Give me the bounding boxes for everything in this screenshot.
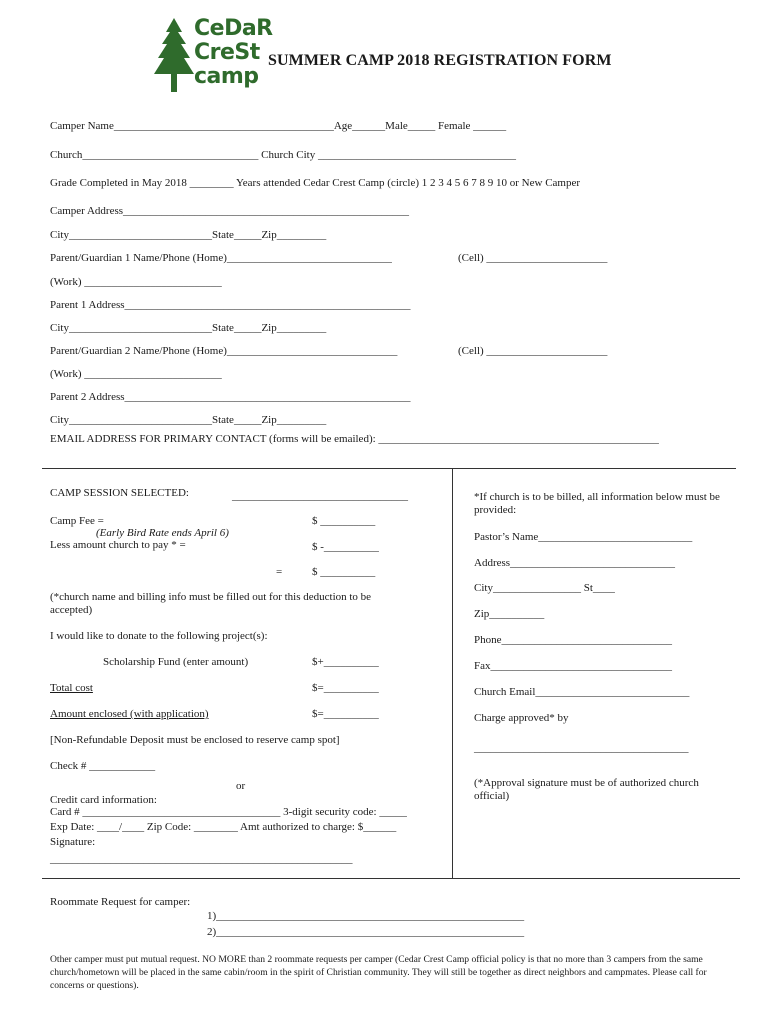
logo-word-cedar: CeDaR [194,16,273,41]
parent1-work-line[interactable]: (Work) _________________________ [50,276,222,288]
total-cost-label: Total cost [50,682,93,694]
pine-tree-icon [152,18,196,96]
church-phone-input[interactable]: Phone_______________________________ [474,634,672,646]
camp-fee-input[interactable]: $ __________ [312,515,376,527]
column-divider [452,468,453,878]
grade-line[interactable]: Grade Completed in May 2018 ________ Years attended Cedar Crest Camp (circle) 1 2 3 4 5 6 7 8 9 10 or New Camper [50,177,581,189]
page-title: SUMMER CAMP 2018 REGISTRATION FORM [268,52,612,69]
parent2-work-line[interactable]: (Work) _________________________ [50,368,222,380]
card-number-line[interactable]: Card # ____________________________________ 3-digit security code: _____ [50,806,407,818]
parent2-city-line[interactable]: City__________________________State_____Zip_________ [50,414,327,426]
less-church-input[interactable]: $ -__________ [312,541,379,553]
logo-word-crest: CreSt [194,40,260,65]
approval-note: (*Approval signature must be of authorized church official) [474,777,699,802]
church-city-input[interactable]: City________________ St____ [474,582,615,594]
check-number-input[interactable]: Check # ____________ [50,760,156,772]
or-label: or [236,780,246,792]
pastor-name-input[interactable]: Pastor’s Name____________________________ [474,531,693,543]
scholarship-label: Scholarship Fund (enter amount) [103,656,249,668]
parent1-phone-line[interactable]: Parent/Guardian 1 Name/Phone (Home)______________________________ [50,252,392,264]
church-line[interactable]: Church________________________________ Church City ____________________________________ [50,149,516,161]
logo-word-camp: camp [194,64,259,89]
less-church-label: Less amount church to pay * = [50,539,186,551]
email-line[interactable]: EMAIL ADDRESS FOR PRIMARY CONTACT (forms will be emailed): ___________________________________________________ [50,433,659,445]
early-bird-note: (Early Bird Rate ends April 6) [96,527,229,539]
credit-card-label: Credit card information: [50,794,157,806]
church-zip-input[interactable]: Zip__________ [474,608,545,620]
parent1-city-line[interactable]: City__________________________State_____Zip_________ [50,322,327,334]
approval-signature-input[interactable]: _______________________________________ [474,742,689,754]
roommate-label: Roommate Request for camper: [50,896,191,908]
donate-label: I would like to donate to the following project(s): [50,630,268,642]
roommate-policy-note: Other camper must put mutual request. NO MORE than 2 roommate requests per camper (Cedar Crest Camp official policy is that no more than 3 campers from the same church/hometown will be placed in the same cabin/room in the spirit of Christian community. They will still be together as direct neighbors and campmates. Please call for concerns or questions). [50,954,707,991]
roommate-input-2[interactable]: 2)________________________________________________________ [207,926,525,938]
section-divider-top [42,468,736,469]
parent2-cell-line[interactable]: (Cell) ______________________ [458,345,608,357]
session-label: CAMP SESSION SELECTED: [50,487,189,499]
amount-enclosed-label: Amount enclosed (with application) [50,708,209,720]
parent1-address-line[interactable]: Parent 1 Address____________________________________________________ [50,299,411,311]
parent1-cell-line[interactable]: (Cell) ______________________ [458,252,608,264]
church-email-input[interactable]: Church Email____________________________ [474,686,690,698]
session-input[interactable]: ________________________________ [232,490,408,502]
camper-name-line[interactable]: Camper Name________________________________________Age______Male_____ Female ______ [50,120,507,132]
scholarship-input[interactable]: $+__________ [312,656,379,668]
parent2-address-line[interactable]: Parent 2 Address____________________________________________________ [50,391,411,403]
signature-label: Signature: [50,836,96,848]
parent2-phone-line[interactable]: Parent/Guardian 2 Name/Phone (Home)_______________________________ [50,345,398,357]
charge-approved-label: Charge approved* by [474,712,569,724]
section-divider-bottom [42,878,740,879]
church-fax-input[interactable]: Fax_________________________________ [474,660,672,672]
church-billed-note: *If church is to be billed, all information below must be provided: [474,491,720,516]
total-cost-input[interactable]: $=__________ [312,682,379,694]
camp-logo [150,16,273,96]
church-deduction-note: (*church name and billing info must be filled out for this deduction to be accepted) [50,591,372,616]
subtotal-input[interactable]: $ __________ [312,566,376,578]
signature-input[interactable]: _______________________________________________________ [50,853,353,865]
church-address-input[interactable]: Address______________________________ [474,557,676,569]
amount-enclosed-input[interactable]: $=__________ [312,708,379,720]
roommate-input-1[interactable]: 1)________________________________________________________ [207,910,525,922]
camper-address-line[interactable]: Camper Address____________________________________________________ [50,205,410,217]
camper-city-line[interactable]: City__________________________State_____Zip_________ [50,229,327,241]
equals-label: = [276,566,283,578]
camp-fee-label: Camp Fee = [50,515,104,527]
deposit-note: [Non-Refundable Deposit must be enclosed to reserve camp spot] [50,734,340,746]
exp-date-line[interactable]: Exp Date: ____/____ Zip Code: ________ Amt authorized to charge: $______ [50,821,397,833]
